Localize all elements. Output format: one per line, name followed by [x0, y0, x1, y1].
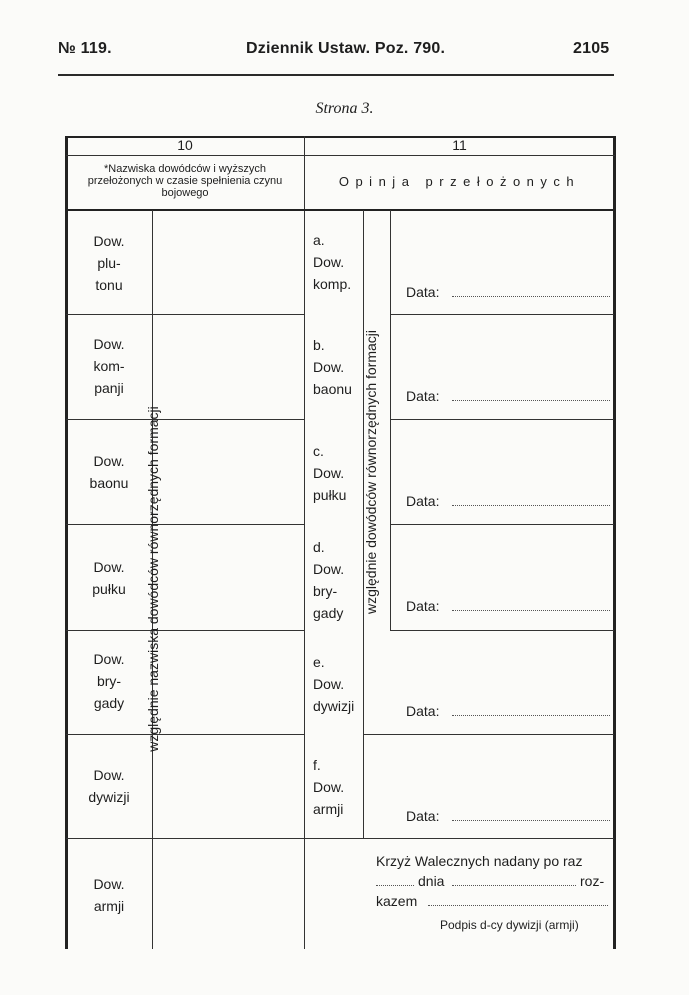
date-field[interactable]: [452, 400, 610, 401]
date-label: Data:: [406, 493, 440, 509]
left-row-line: [66, 419, 304, 420]
journal-number: № 119.: [58, 40, 112, 57]
column-11-number: 11: [452, 137, 467, 153]
date-field[interactable]: [452, 715, 610, 716]
left-row-label: Dow. plu- tonu: [93, 233, 125, 293]
column-10-number: 10: [177, 137, 193, 153]
right-row-label: d. Dow. bry- gady: [313, 539, 345, 621]
left-row-line: [66, 314, 304, 315]
date-field[interactable]: [452, 820, 610, 821]
date-field[interactable]: [452, 610, 610, 611]
left-row-label: Dow. baonu: [89, 453, 129, 491]
date-label: Data:: [406, 284, 440, 300]
date-field[interactable]: [452, 296, 610, 297]
right-row-line: [390, 630, 614, 631]
date-label: Data:: [406, 808, 440, 824]
left-row-line: [66, 734, 304, 735]
header-rule: [58, 74, 614, 76]
right-row-line: [390, 314, 614, 315]
right-row-line: [304, 838, 614, 839]
right-row-label: e. Dow. dywizji: [313, 654, 355, 714]
left-row-label: Dow. kom- panji: [93, 336, 125, 396]
right-vertical-note: względnie dowódców równorzędnych formacji: [363, 329, 379, 615]
left-vertical-note: względnie nazwiska dowódców równorzędnych formacji: [145, 406, 161, 752]
right-row-line: [390, 524, 614, 525]
right-row-label: f. Dow. armji: [313, 757, 345, 817]
date-label: Data:: [406, 598, 440, 614]
left-row-line: [66, 630, 304, 631]
page-number: 2105: [573, 40, 610, 57]
cross-award-line1: Krzyż Walecznych nadany po raz: [376, 853, 583, 869]
left-row-label: Dow. armji: [93, 876, 125, 914]
award-date-field[interactable]: [452, 885, 576, 886]
left-row-label: Dow. bry- gady: [93, 651, 125, 711]
column-10-heading: *Nazwiska dowódców i wyższych przełożonych w czasie spełnienia czynu bojowego: [87, 163, 283, 199]
date-field[interactable]: [452, 505, 610, 506]
page-subtitle: Strona 3.: [315, 100, 374, 117]
right-row-label: b. Dow. baonu: [313, 337, 352, 397]
left-row-line: [66, 524, 304, 525]
right-row-line: [363, 734, 614, 735]
date-label: Data:: [406, 388, 440, 404]
cross-award-dnia: dnia: [418, 873, 445, 889]
table-right-border: [613, 136, 616, 949]
right-row-line: [390, 419, 614, 420]
date-label: Data:: [406, 703, 440, 719]
signature-caption: Podpis d-cy dywizji (armji): [440, 918, 579, 932]
order-field[interactable]: [428, 905, 608, 906]
right-row-label: a. Dow. komp.: [313, 232, 352, 292]
right-inner-divider-b: [390, 210, 391, 630]
number-row-line: [66, 155, 615, 156]
right-row-label: c. Dow. pułku: [313, 443, 347, 503]
award-number-field[interactable]: [376, 885, 414, 886]
cross-award-roz: roz-: [580, 873, 605, 889]
journal-title: Dziennik Ustaw. Poz. 790.: [246, 40, 446, 57]
left-row-label: Dow. pułku: [92, 559, 126, 597]
left-row-line: [66, 838, 304, 839]
cross-award-kazem: kazem: [376, 893, 418, 909]
column-11-heading: Opinja przełożonych: [338, 174, 581, 189]
left-row-label: Dow. dywizji: [88, 767, 130, 805]
header-bottom-line: [66, 209, 615, 211]
